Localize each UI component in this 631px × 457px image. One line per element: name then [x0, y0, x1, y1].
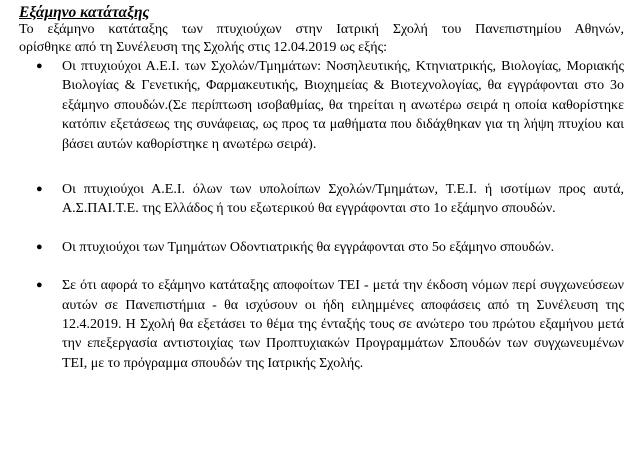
bullet-dot-icon: ●: [36, 279, 43, 292]
bullet-list: [19, 57, 624, 373]
list-item: [19, 276, 624, 373]
document-body: [19, 4, 624, 373]
list-item-text: Οι πτυχιούχοι Α.Ε.Ι. των Σχολών/Τμημάτων: Νοσηλευτικής, Κτηνιατρικής, Βιολογίας, Μοριακής Βιολογίας & Γενετικής, Φαρμακευτικής, Βιοχημείας & Βιοτεχνολογίας, θα εγγράφονται στο 3ο εξάμηνο σπουδών.(Σε περίπτωση ισοβαθμίας, θα τηρείται η ανωτέρω σειρά η οποία καθορίστηκε κατόπιν εξετάσεως της συνάφειας, ως προς τα μαθήματα που διδάχθηκαν για τη λήψη πτυχίου και βάσει αυτών καθορίστηκε η ανωτέρω σειρά).: [62, 59, 624, 152]
intro-paragraph: [19, 21, 624, 56]
list-item: [19, 57, 624, 154]
bullet-dot-icon: ●: [36, 240, 43, 253]
bullet-dot-icon: ●: [36, 60, 43, 72]
list-item: [19, 238, 624, 257]
list-item: [19, 180, 624, 219]
intro-line-1: Το εξάμηνο κατάταξης των πτυχιούχων στην Ιατρική Σχολή του Πανεπιστημίου Αθηνών,: [19, 22, 624, 37]
intro-line-2: ορίσθηκε από τη Συνέλευση της Σχολής στις 12.04.2019 ως εξής:: [19, 39, 388, 55]
list-item-text: Οι πτυχιούχοι Α.Ε.Ι. όλων των υπολοίπων Σχολών/Τμημάτων, Τ.Ε.Ι. ή ισοτίμων προς αυτά, Α.Σ.ΠΑΙ.Τ.Ε. της Ελλάδος ή του εξωτερικού θα εγγράφονται στο 1ο εξάμηνο σπουδών.: [62, 182, 624, 217]
list-item-text: Σε ότι αφορά το εξάμηνο κατάταξης αποφοίτων ΤΕΙ - μετά την έκδοση νόμων περί συγχωνεύσεων αυτών σε Πανεπιστήμια - θα ισχύσουν οι ήδη ειλημμένες αποφάσεις από τη Συνέλευση της 12.4.2019. Η Σχολή θα εξετάσει το θέμα της ένταξής τους σε ανώτερο του πρώτου εξαμήνου μετά την επεξεργασία αντιστοιχίας των Προπτυχιακών Προγραμμάτων Σπουδών των συγχωνευμένων ΤΕΙ, με το πρόγραμμα σπουδών της Ιατρικής Σχολής.: [62, 278, 624, 371]
bullet-dot-icon: ●: [36, 183, 43, 196]
list-item-text: Οι πτυχιούχοι των Τμημάτων Οδοντιατρικής θα εγγράφονται στο 5ο εξάμηνο σπουδών.: [62, 239, 555, 255]
section-title: Εξάμηνο κατάταξης: [19, 4, 150, 21]
